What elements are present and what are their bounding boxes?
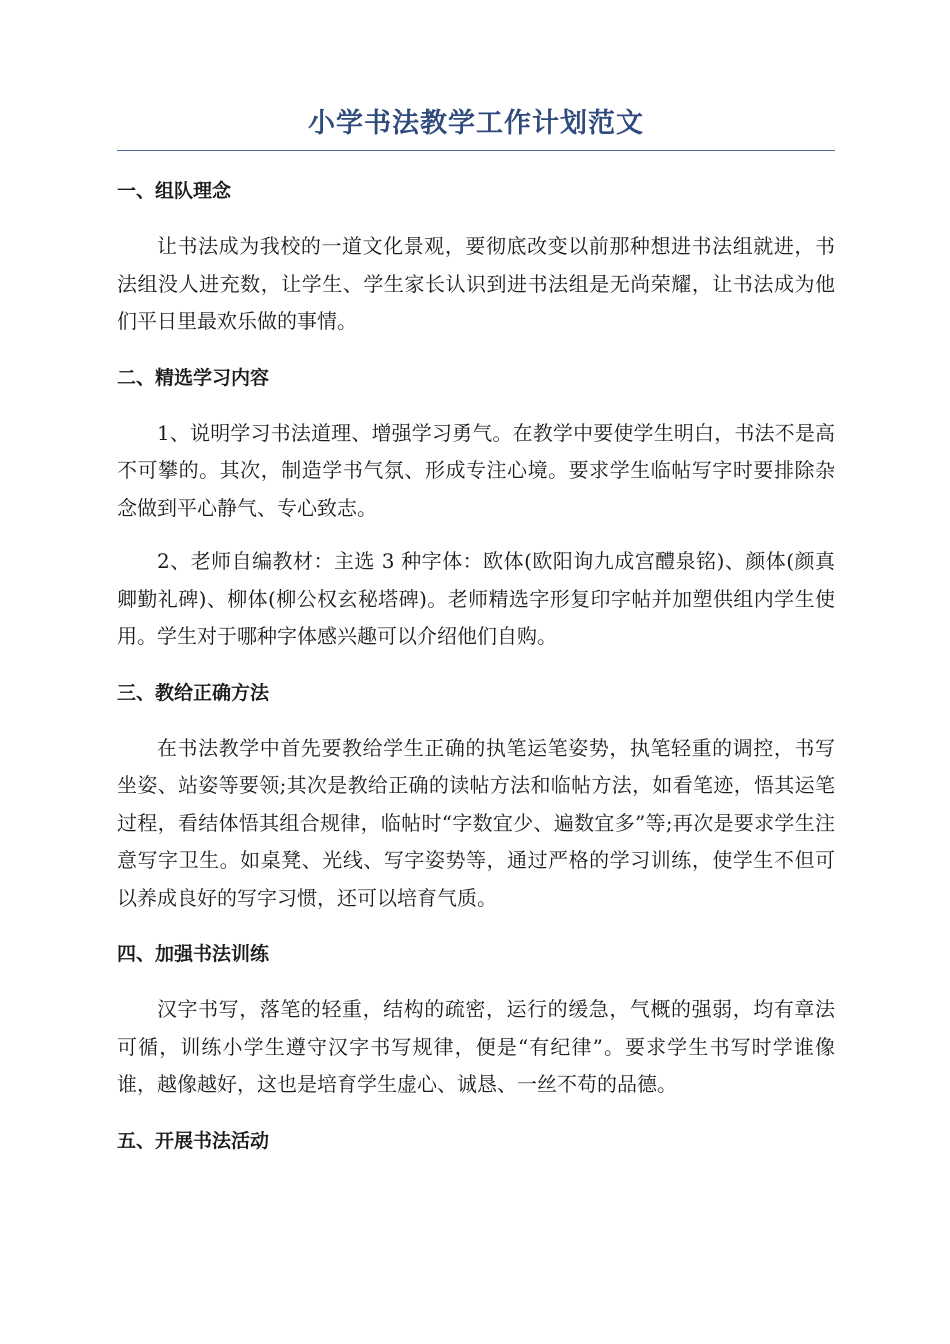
section-heading-4: 四、加强书法训练	[117, 943, 270, 965]
document-title: 小学书法教学工作计划范文	[117, 104, 835, 151]
section-2-paragraph-2: 2、老师自编教材：主选 3 种字体：欧体(欧阳询九成宫醴泉铭)、颜体(颜真卿勤礼碑)、柳体(柳公权玄秘塔碑)。老师精选字形复印字帖并加塑供组内学生使用。学生对于哪种字体感兴趣可以介绍他们自购。	[117, 549, 835, 648]
section-heading-1: 一、组队理念	[117, 180, 232, 202]
section-2-paragraph-1: 1、说明学习书法道理、增强学习勇气。在教学中要使学生明白，书法不是高不可攀的。其次，制造学书气氛、形成专注心境。要求学生临帖写字时要排除杂念做到平心静气、专心致志。	[117, 420, 835, 520]
document-page	[117, 104, 835, 1155]
section-4-paragraph-1: 汉字书写，落笔的轻重，结构的疏密，运行的缓急，气概的强弱，均有章法可循，训练小学生遵守汉字书写规律，便是“有纪律”。要求学生书写时学谁像谁，越像越好，这也是培育学生虚心、诚恳、一丝不苟的品德。	[117, 997, 835, 1096]
section-3-paragraph-1: 在书法教学中首先要教给学生正确的执笔运笔姿势，执笔轻重的调控，书写坐姿、站姿等要领;其次是教给正确的读帖方法和临帖方法，如看笔迹，悟其运笔过程，看结体悟其组合规律，临帖时“字数宜少、遍数宜多”等;再次是要求学生注意写字卫生。如桌凳、光线、写字姿势等，通过严格的学习训练，使学生不但可以养成良好的写字习惯，还可以培育气质。	[117, 735, 835, 910]
section-heading-3: 三、教给正确方法	[117, 681, 270, 704]
section-heading-2: 二、精选学习内容	[117, 366, 270, 389]
section-1-paragraph-1: 让书法成为我校的一道文化景观，要彻底改变以前那种想进书法组就进，书法组没人进充数，让学生、学生家长认识到进书法组是无尚荣耀，让书法成为他们平日里最欢乐做的事情。	[117, 234, 835, 333]
section-heading-5: 五、开展书法活动	[117, 1129, 270, 1152]
